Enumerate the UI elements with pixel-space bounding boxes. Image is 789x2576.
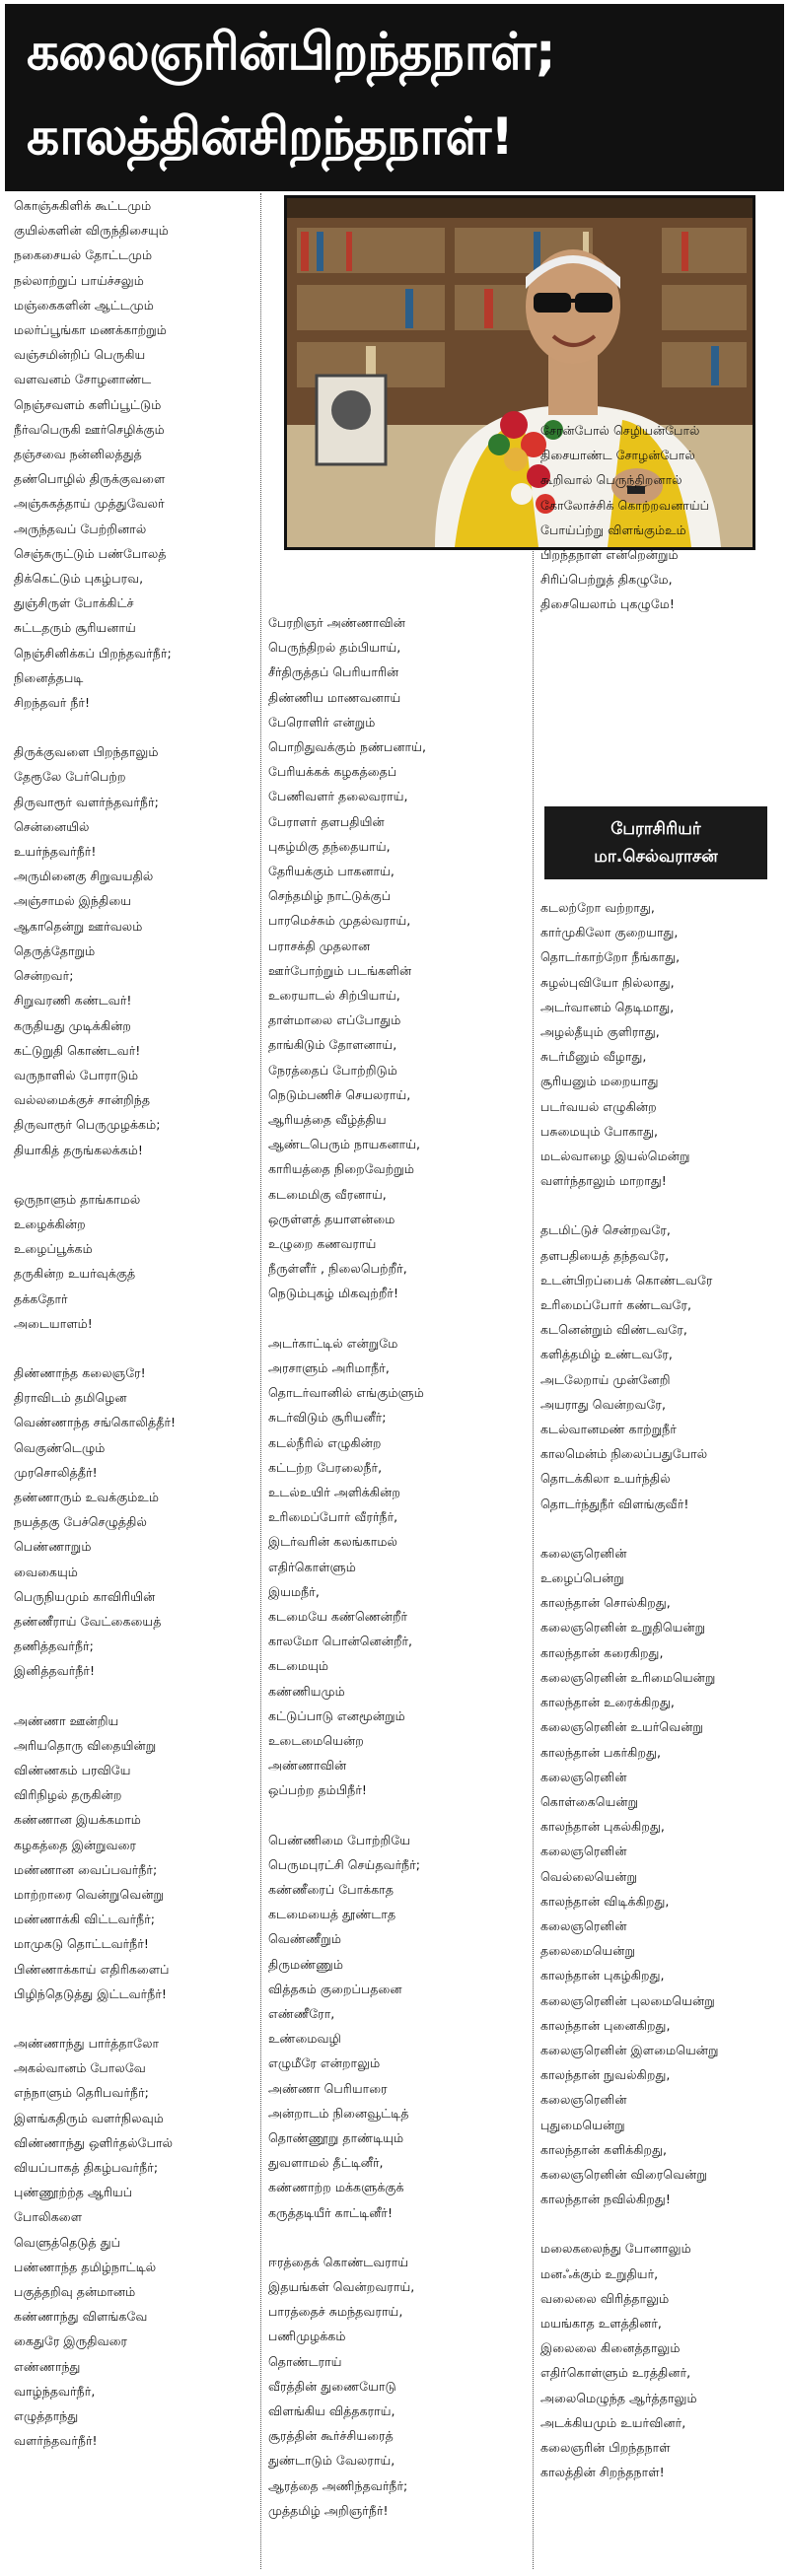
poem-line: முரசொலித்தீர்! — [14, 1464, 98, 1480]
poem-line: நெஞ்சினிக்கப் பிறந்தவர்நீர்; — [14, 645, 172, 661]
poem-line: வீரத்தின் துணையோடு — [268, 2378, 396, 2394]
poem-line: துவளாமல் தீட்டினீர், — [268, 2155, 384, 2171]
poem-line: காலந்தான் நவில்கிறது! — [540, 2192, 671, 2207]
stanza — [540, 1218, 787, 1515]
poem-line: பேரொளிர் என்றும் — [268, 714, 376, 730]
poem-line: பிண்ணாக்காய் எதிரிகளைப் — [14, 1961, 170, 1977]
poem-line: வளர்ந்தாலும் மாறாது! — [540, 1173, 667, 1189]
poem-line: கட்டுப்பாடு எனமூன்றும் — [268, 1707, 405, 1723]
poem-line: கலைஞரெனின் விரைவென்று — [540, 2166, 707, 2182]
poem-line: சிறுவரணி கண்டவர்! — [14, 993, 132, 1009]
stanza — [14, 193, 255, 715]
poem-line: வலைலை விரித்தாலும் — [540, 2290, 670, 2306]
poem-line: அலைமெழுந்த ஆர்த்தாலும் — [540, 2390, 697, 2405]
author-box — [544, 806, 767, 879]
poem-line: சுட்டதரும் சூரியனாய் — [14, 620, 136, 636]
poem-line: கழகத்தை இன்றுவரை — [14, 1837, 137, 1852]
poem-line: கண்ணாற்ற மக்களுக்குக் — [268, 2180, 404, 2195]
stanza — [14, 739, 255, 1161]
poem-line: கலைஞரெனின் — [540, 1844, 627, 1859]
poem-line: தியாகித் தருங்கலக்கம்! — [14, 1142, 143, 1157]
poem-line: சூரத்தின் கூர்ச்சியரைத் — [268, 2428, 394, 2444]
poem-line: சீர்திருத்தப் பெரியாரின் — [268, 664, 399, 680]
poem-line: காலந்தான் புனைகிறது, — [540, 2017, 671, 2033]
poem-line: அடர்காட்டில் என்றுமே — [268, 1335, 398, 1351]
stanza — [268, 1828, 527, 2225]
poem-line: தலைமையென்று — [540, 1943, 635, 1959]
poem-line: இயமநீர், — [268, 1583, 320, 1599]
poem-line: விளங்கிய வித்தகராய், — [268, 2403, 395, 2419]
poem-line: சென்றவர்; — [14, 968, 74, 984]
stanza — [540, 1541, 787, 2211]
poem-line: மாமுகடு தொட்டவர்நீர்! — [14, 1936, 149, 1952]
poem-line: உரிமைப்போர் கண்டவரே, — [540, 1297, 691, 1313]
poem-line: பெருநியமும் காவிரியின் — [14, 1588, 156, 1604]
poem-line: போலிகளை — [14, 2209, 83, 2225]
poem-line: நகைசையல் தோட்டமும் — [14, 247, 153, 263]
poem-line: காலந்தான் உரைக்கிறது, — [540, 1695, 675, 1710]
poem-line: சூரியனும் மறையாது — [540, 1074, 659, 1089]
poem-line: பணிமுழக்கம் — [268, 2329, 346, 2344]
poem-line: அகல்வானம் போலவே — [14, 2060, 146, 2076]
poem-line: திண்ணாந்த கலைஞரே! — [14, 1364, 146, 1380]
poem-line: பிறந்தநாள் என்றென்றும் — [540, 547, 679, 563]
poem-line: சிறந்தவர் நீர்! — [14, 695, 91, 711]
poem-line: துண்டாடும் வேலராய், — [268, 2453, 395, 2469]
poem-line: கொஞ்சுகிளிக் கூட்டமும் — [14, 198, 152, 213]
poem-line: நல்லாற்றுப் பாய்ச்சலும் — [14, 272, 144, 288]
poem-line: வெளுத்தெடுத் துப் — [14, 2234, 121, 2250]
poem-line: நேரத்தைப் போற்றிடும் — [268, 1062, 397, 1078]
poem-line: காலந்தான் பகர்கிறது, — [540, 1744, 661, 1760]
poem-line: குயில்களின் விருந்திசையும் — [14, 223, 169, 239]
poem-line: வித்தகம் குறைப்பதனை — [268, 1981, 402, 1996]
poem-line: எழுத்தாந்து — [14, 2408, 79, 2424]
poem-line: பேரியக்கக் கழகத்தைப் — [268, 764, 397, 780]
poem-line: அன்றாடம் நினைவூட்டித் — [268, 2105, 409, 2121]
poem-line: உடைமையென்ற — [268, 1732, 364, 1748]
poem-line: ஈரத்தைக் கொண்டவராய் — [268, 2254, 409, 2269]
poem-line: கலைஞரின் பிறந்தநாள் — [540, 2439, 671, 2455]
stanza — [268, 2250, 527, 2523]
poem-line: கடமையே கண்ணென்றீர் — [268, 1608, 408, 1624]
poem-line: நயத்தகு பேச்செழுத்தில் — [14, 1514, 147, 1530]
poem-line: காலந்தான் புகழ்கிறது, — [540, 1968, 665, 1984]
poem-line: கலைஞரெனின் — [540, 1769, 627, 1784]
poem-line: வியப்பாகத் திகழ்பவர்நீர்; — [14, 2160, 159, 2176]
poem-line: கலைஞரெனின் இளமையென்று — [540, 2042, 719, 2057]
poem-column-3-top — [540, 418, 787, 642]
poem-line: கண்ணீரைப் போக்காத — [268, 1881, 394, 1897]
poem-line: சென்னையில் — [14, 818, 90, 834]
poem-line: கடலற்றோ வற்றாது, — [540, 900, 655, 915]
poem-column-3-bottom — [540, 895, 787, 2509]
poem-line: ஆகாதென்று ஊர்வலம் — [14, 918, 143, 934]
poem-line: அடர்வானம் தெடிமாது, — [540, 999, 675, 1014]
poem-line: காலமோ பொன்னென்றீர், — [268, 1634, 413, 1649]
poem-line: தளபதியைத் தந்தவரே, — [540, 1247, 670, 1263]
headline-line-2: காலத்தின்சிறந்தநாள்! — [27, 107, 514, 167]
poem-line: பிழிந்தெடுத்து இட்டவர்நீர்! — [14, 1985, 167, 2001]
column-divider-1 — [260, 193, 261, 2569]
poem-line: உரிமைப்போர் வீரர்நீர், — [268, 1509, 398, 1525]
poem-line: கண்ணியமும் — [268, 1683, 345, 1699]
poem-line: மலைகலைந்து போனாலும் — [540, 2241, 691, 2257]
stanza — [14, 1187, 255, 1336]
poem-line: ஊர்போற்றும் படங்களின் — [268, 962, 412, 978]
poem-line: நெடும்பணிச் செயலராய், — [268, 1086, 411, 1102]
poem-line: கலைஞரெனின் உறுதியென்று — [540, 1620, 706, 1636]
poem-line: திருவாரூர் பெருமுழக்கம்; — [14, 1117, 161, 1133]
poem-line: உண்மைவழி — [268, 2031, 341, 2047]
poem-line: மஞ்கைகளின் ஆட்டமும் — [14, 297, 154, 313]
poem-line: பகுத்தறிவு தன்மானம் — [14, 2284, 136, 2300]
poem-line: காலந்தான் கரைகிறது, — [540, 1644, 664, 1660]
poem-line: மாற்றாரை வென்றுவென்று — [14, 1887, 165, 1902]
poem-line: வெகுண்டெழும் — [14, 1439, 106, 1455]
poem-column-2 — [268, 610, 527, 2547]
poem-line: பாரத்தைச் சுமந்தவராய், — [268, 2304, 403, 2320]
poem-line: சுழல்புவியோ நில்லாது, — [540, 974, 675, 990]
poem-line: உடன்பிறப்பைக் கொண்டவரே — [540, 1272, 713, 1288]
poem-line: உழுறை கணவராய் — [268, 1236, 377, 1252]
stanza — [268, 610, 527, 1306]
poem-line: காலந்தான் விடிக்கிறது, — [540, 1893, 670, 1909]
poem-line: மண்ணாக்கி விட்டவர்நீர்; — [14, 1912, 156, 1927]
poem-line: புகழ்மிகு தந்தையாய், — [268, 838, 391, 854]
poem-line: கூறிவால் பெருந்திறனால் — [540, 472, 682, 488]
poem-line: நீர்வபெருகி ஊர்செழிக்கும் — [14, 421, 165, 437]
poem-line: கருதியது முடிக்கின்ற — [14, 1017, 131, 1033]
poem-line: விண்ணாந்து ஒளிர்தல்போல் — [14, 2134, 174, 2150]
poem-line: துஞ்சிருள் போக்கிட்ச் — [14, 595, 134, 611]
poem-line: அடையாளம்! — [14, 1315, 93, 1331]
poem-line: தெருத்தோறும் — [14, 942, 96, 958]
author-name: மா.செல்வராசன் — [594, 847, 718, 867]
poem-line: தண்ணாரும் உவக்கும்உம் — [14, 1489, 159, 1504]
poem-line: பேரறிஞர் அண்ணாவின் — [268, 615, 405, 630]
poem-line: அருந்தவப் பேற்றினால் — [14, 521, 147, 536]
poem-line: தொடர்காற்றோ நீங்காது, — [540, 949, 681, 965]
poem-line: விரிநிழல் தருகின்ற — [14, 1787, 122, 1803]
poem-line: காரியத்தை நிறைவேற்றும் — [268, 1161, 414, 1177]
poem-line: உயர்ந்தவர்நீர்! — [14, 844, 97, 860]
poem-line: வெல்லையென்று — [540, 1868, 638, 1884]
poem-line: பாரமெச்சும் முதல்வராய், — [268, 913, 411, 929]
headline-rule — [5, 188, 784, 191]
poem-line: திண்ணிய மாணவனாய் — [268, 689, 401, 705]
poem-line: கட்டுறுதி கொண்டவர்! — [14, 1042, 141, 1058]
poem-line: நெஞ்சவளம் களிப்பூட்டும் — [14, 396, 162, 412]
stanza — [540, 2236, 787, 2484]
poem-line: இடர்வரின் கலங்காமல் — [268, 1534, 397, 1550]
poem-line: கடமைமிகு வீரனாய், — [268, 1186, 387, 1202]
poem-line: நீருள்ளீர் , நிலைபெற்றீர், — [268, 1261, 407, 1277]
poem-line: தொடர்வானில் எங்கும்ளும் — [268, 1385, 424, 1401]
poem-line: ஒருநாளும் தாங்காமல் — [14, 1191, 141, 1207]
poem-line: கைதுரே இருதிவரை — [14, 2333, 128, 2349]
poem-line: இனித்தவர்நீர்! — [14, 1663, 96, 1679]
poem-line: எண்ணீரோ, — [268, 2005, 335, 2021]
poem-line: வளவனம் சோழனாண்ட — [14, 372, 152, 387]
poem-line: திருக்குவளை பிறந்தாலும் — [14, 744, 159, 760]
poem-line: பசுமையும் போகாது, — [540, 1123, 659, 1139]
poem-line: சுடர்மீனும் வீழாது, — [540, 1049, 647, 1065]
poem-line: எழுமீரே என்றாலும் — [268, 2055, 381, 2071]
column-divider-2 — [533, 418, 534, 2569]
poem-line: தண்பொழில் திருக்குவளை — [14, 471, 166, 487]
poem-line: பெருந்திறல் தம்பியாய், — [268, 640, 401, 656]
poem-line: புண்ணூற்ற்த ஆரியப் — [14, 2185, 133, 2200]
poem-line: பேராளர் தளபதியின் — [268, 813, 385, 829]
poem-line: அண்ணா ஊன்றிய — [14, 1712, 119, 1728]
poem-line: அஞ்சுகத்தாய் முத்துவேலர் — [14, 496, 165, 512]
poem-line: உடல்உயிர் அளிக்கின்ற — [268, 1484, 400, 1499]
poem-line: வளர்ந்தவர்நீர்! — [14, 2433, 98, 2449]
poem-line: பொறிதுவக்கும் நண்பனாய், — [268, 739, 426, 755]
poem-line: அழல்தீயும் குளிராது, — [540, 1024, 660, 1040]
stanza — [540, 418, 787, 617]
poem-line: திசையாண்ட சோழன்போல் — [540, 448, 695, 463]
poem-line: தருகின்ற உயர்வுக்குத் — [14, 1266, 136, 1282]
poem-line: தக்கதோர் — [14, 1290, 68, 1306]
poem-line: கலைஞரெனின் புலமையென்று — [540, 1992, 715, 2008]
poem-line: திராவிடம் தமிழென — [14, 1390, 127, 1406]
poem-line: மயங்காத உளத்தினர், — [540, 2315, 662, 2331]
poem-line: அடக்கியமும் உயர்வினர், — [540, 2414, 686, 2430]
poem-line: தண்ணீராய் வேட்கையைத் — [14, 1613, 162, 1629]
poem-line: ஆரத்தை அணிந்தவர்நீர்; — [268, 2477, 408, 2493]
poem-line: பெண்ணிமை போற்றியே — [268, 1832, 411, 1847]
poem-line: பண்ணாந்த தமிழ்நாட்டில் — [14, 2259, 157, 2274]
poem-line: பராசக்தி முதலான — [268, 938, 371, 953]
stanza — [268, 1331, 527, 1803]
poem-line: விண்ணகம் பரவியே — [14, 1762, 131, 1777]
poem-line: காலத்தின் சிறந்தநாள்! — [540, 2465, 665, 2480]
poem-line: அருமினைகு சிறுவயதில் — [14, 869, 154, 884]
poem-line: காலமென்ம் நிலைப்பதுபோல் — [540, 1446, 708, 1462]
poem-line: செந்தமிழ் நாட்டுக்குப் — [268, 888, 392, 904]
poem-line: இலைலை கினைத்தாலும் — [540, 2340, 681, 2356]
poem-line: நினைத்தபடி — [14, 669, 84, 685]
poem-line: கட்டற்ற பேரலைநீர், — [268, 1459, 383, 1475]
poem-line: இளங்கதிரும் வளர்நிலவும் — [14, 2110, 164, 2125]
poem-line: கார்முகிலோ குறையாது, — [540, 925, 679, 940]
poem-line: அரியதொரு விதையின்று — [14, 1737, 157, 1753]
poem-line: மனஃக்கும் உறுதியர், — [540, 2265, 659, 2281]
poem-line: தாங்கிடும் தோளனாய், — [268, 1037, 397, 1053]
stanza — [14, 1708, 255, 2006]
poem-line: பேணிவளர் தலைவராய், — [268, 789, 408, 804]
poem-line: கொள்கையென்று — [540, 1793, 639, 1809]
poem-line: தொண்ணூறு தாண்டியும் — [268, 2129, 404, 2145]
poem-line: தணித்தவர்நீர்; — [14, 1638, 94, 1654]
poem-line: தொடக்கிலா உயர்ந்தில் — [540, 1471, 671, 1487]
poem-line: உரையாடல் சிற்பியாய், — [268, 988, 400, 1004]
poem-line: கடல்வானமண் காற்றுநீர் — [540, 1422, 677, 1437]
poem-line: கலைஞரெனின் — [540, 1545, 627, 1561]
stanza — [14, 1360, 255, 1684]
poem-line: வைகையும் — [14, 1564, 78, 1579]
stanza — [14, 2031, 255, 2453]
poem-line: பெண்ணாறும் — [14, 1539, 92, 1555]
poem-line: தாள்மாலை எப்போதும் — [268, 1012, 401, 1028]
poem-column-1 — [14, 193, 255, 2477]
poem-line: மலர்ப்பூங்கா மணக்காற்றும் — [14, 322, 167, 338]
poem-line: வருநாளில் போராடும் — [14, 1067, 139, 1082]
poem-line: புதுமையென்று — [540, 2117, 625, 2132]
poem-line: அடலேறாய் முன்னேறி — [540, 1371, 671, 1387]
poem-line: களித்தமிழ் உண்டவரே, — [540, 1347, 673, 1362]
poem-line: சேரன்போல் செழியன்போல் — [540, 423, 700, 438]
poem-line: சுடர்விடும் சூரியனீர்; — [268, 1410, 387, 1426]
poem-line: முத்தமிழ் அறிஞர்நீர்! — [268, 2502, 389, 2518]
poem-line: தஞ்சவை நன்னிலத்துத் — [14, 447, 142, 462]
poem-line: காலந்தான் களிக்கிறது, — [540, 2141, 668, 2157]
headline-banner — [5, 4, 784, 188]
poem-line: திசையெலாம் புகழுமே! — [540, 596, 675, 612]
headline-line-1: கலைஞரின்பிறந்தநாள்; — [27, 23, 555, 82]
poem-line: அரசாளும் அரிமாநீர், — [268, 1359, 390, 1375]
poem-line: கருத்தடியீர் காட்டினீர்! — [268, 2204, 394, 2220]
poem-line: கலைஞரெனின் — [540, 1917, 627, 1933]
poem-line: உழைப்பென்று — [540, 1570, 624, 1586]
poem-line: செஞ்சுருட்டும் பண்போலத் — [14, 545, 167, 561]
poem-line: கலைஞரெனின் — [540, 2092, 627, 2108]
poem-line: தடமிட்டுச் சென்றவரே, — [540, 1222, 671, 1238]
poem-line: அண்ணாந்து பார்த்தாலோ — [14, 2036, 160, 2052]
poem-line: அண்ணாவின் — [268, 1758, 347, 1774]
poem-line: கலைஞரெனின் உயர்வென்று — [540, 1719, 703, 1735]
poem-line: எதிர்கொள்ளும் உரத்தினர், — [540, 2365, 691, 2381]
poem-line: படர்வயல் எழுகின்ற — [540, 1098, 657, 1114]
poem-line: கலைஞரெனின் உரிமையென்று — [540, 1669, 716, 1685]
poem-line: எந்நாளும் தெரிபவர்நீர்; — [14, 2085, 149, 2101]
poem-line: வாழ்ந்தவர்நீர், — [14, 2383, 96, 2399]
poem-line: திக்கெட்டும் புகழ்பரவ, — [14, 571, 144, 587]
poem-line: ஆண்டபெரும் நாயகனாய், — [268, 1137, 421, 1152]
author-role: பேராசிரியர் — [610, 819, 701, 839]
poem-line: காலந்தான் சொல்கிறது, — [540, 1595, 671, 1611]
poem-line: இதயங்கள் வென்றவராய், — [268, 2279, 415, 2294]
poem-line: தொடர்ந்துநீர் விளங்குவீர்! — [540, 1496, 689, 1511]
poem-line: அண்ணா பெரியாரை — [268, 2080, 388, 2096]
poem-line: கண்ணாந்து விளங்கவே — [14, 2309, 148, 2325]
poem-line: ஆரியத்தை வீழ்த்திய — [268, 1112, 387, 1128]
poem-line: பெருமபுரட்சி செய்தவர்நீர்; — [268, 1856, 421, 1872]
poem-line: எதிர்கொள்ளும் — [268, 1559, 356, 1574]
poem-line: கடமையும் — [268, 1658, 329, 1674]
poem-line: கடமையைத் தூண்டாத — [268, 1907, 396, 1922]
poem-line: வஞ்சமின்றிப் பெருகிய — [14, 347, 146, 363]
poem-line: வல்லமைக்குச் சான்றிந்த — [14, 1092, 151, 1108]
poem-line: சிரிப்பெற்றுத் திகழுமே, — [540, 572, 673, 588]
poem-line: தொண்டராய் — [268, 2353, 342, 2369]
poem-line: கோலோச்சிக் கொற்றவனாய்ப் — [540, 497, 710, 513]
poem-line: ஒருள்ளத் தயாளன்மை — [268, 1211, 395, 1226]
poem-line: வெண்ணாந்த சங்கொலித்தீர்! — [14, 1415, 177, 1430]
poem-line: காலந்தான் நுவல்கிறது, — [540, 2067, 671, 2083]
poem-line: உழைக்கின்ற — [14, 1216, 86, 1231]
poem-line: போய்ப்ற்று விளங்கும்உம் — [540, 522, 686, 537]
poem-line: கடல்நீரில் எழுகின்ற — [268, 1434, 382, 1450]
poem-line: கண்ணான இயக்கமாம் — [14, 1812, 141, 1828]
poem-line: அஞ்சாமல் இந்தியை — [14, 893, 132, 909]
poem-line: மடல்வாழை இயல்மென்று — [540, 1149, 690, 1164]
poem-line: எண்ணாந்து — [14, 2358, 81, 2374]
poem-line: திருவாரூர் வளர்ந்தவர்நீர்; — [14, 794, 159, 809]
poem-line: நெடும்புகழ் மிகவுற்றீர்! — [268, 1286, 399, 1301]
poem-line: தேரியக்கும் பாகனாய், — [268, 864, 394, 879]
poem-line: காலந்தான் புகல்கிறது, — [540, 1819, 665, 1835]
poem-line: திருமண்ணும் — [268, 1956, 343, 1972]
poem-line: மண்ணான வைப்பவர்நீர்; — [14, 1861, 158, 1877]
poem-line: ஒப்பற்ற தம்பிநீர்! — [268, 1782, 367, 1798]
poem-line: வெண்ணீறும் — [268, 1931, 341, 1947]
stanza — [540, 895, 787, 1193]
poem-line: கடனென்றும் விண்டவரே, — [540, 1322, 687, 1338]
poem-line: அயராது வென்றவரே, — [540, 1396, 666, 1412]
poem-line: தேரூலே பேர்பெற்ற — [14, 769, 126, 785]
poem-line: உழைப்பூக்கம் — [14, 1241, 93, 1257]
